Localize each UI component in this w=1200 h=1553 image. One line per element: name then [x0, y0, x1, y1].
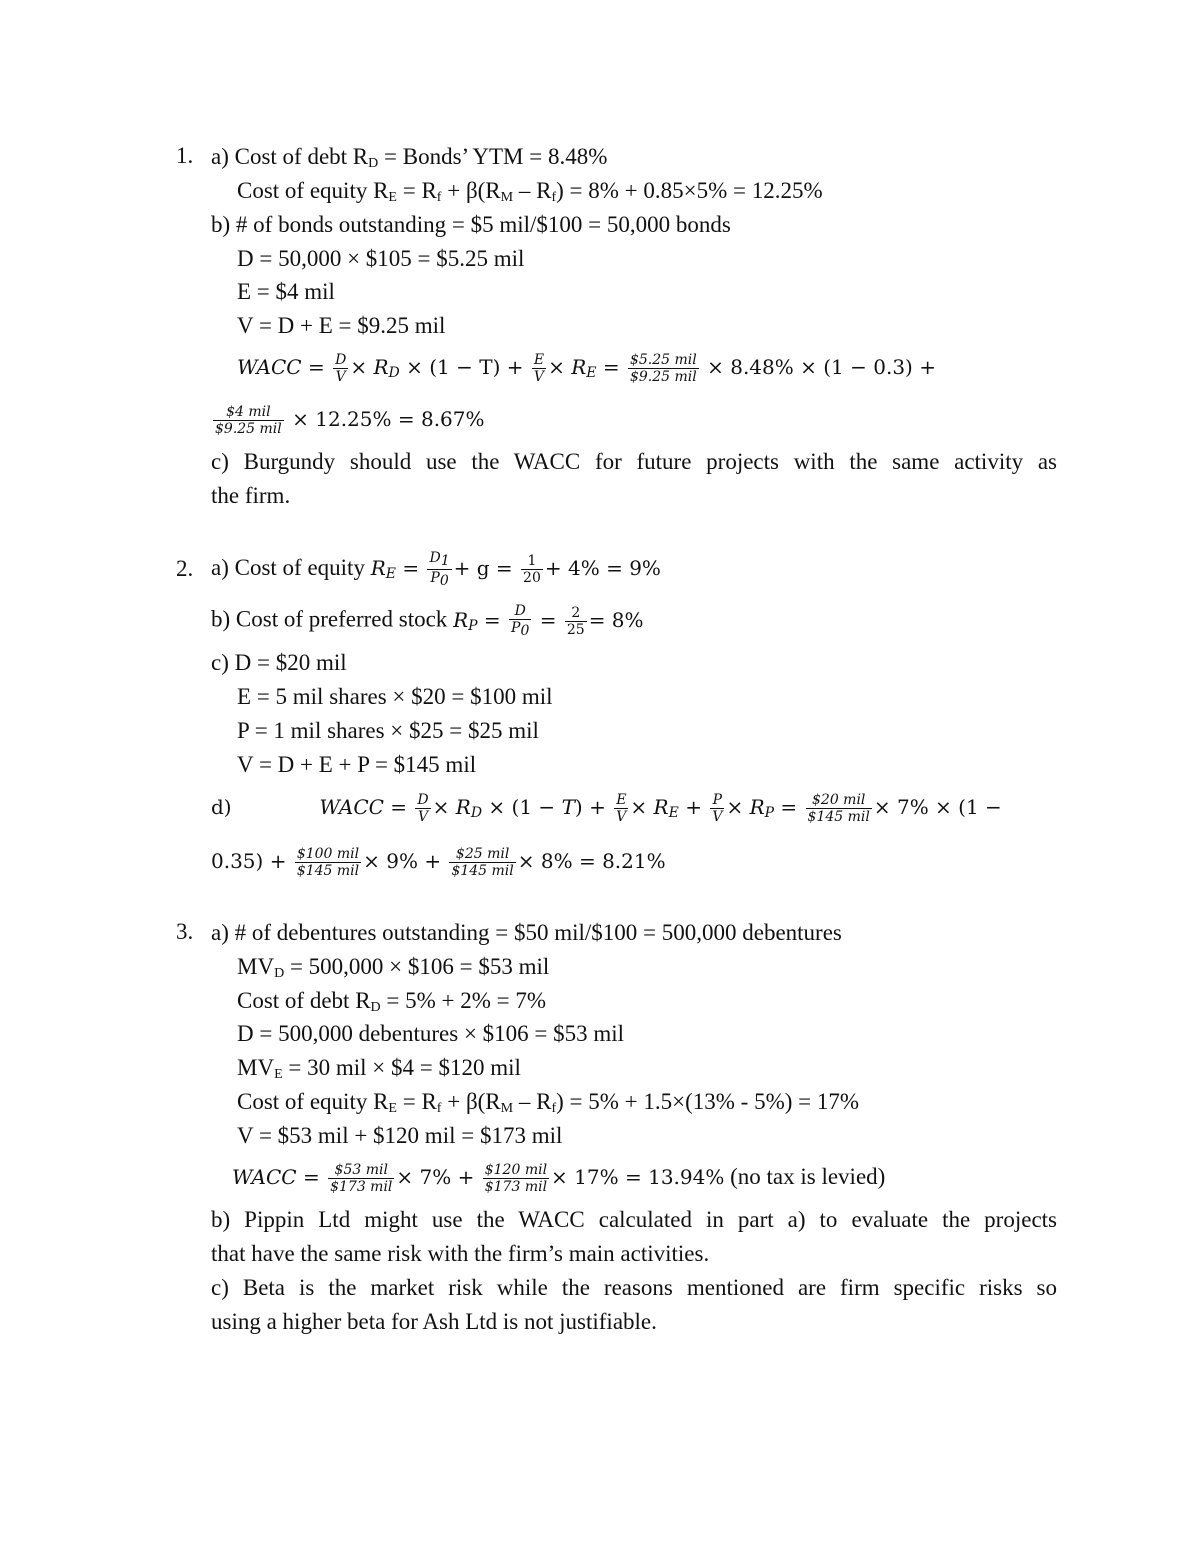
q3-a-cost-of-equity: Cost of equity $R_E = R_f + \beta(R_M - R_f) = 5\% + 1.5\times(13\% - 5\%) = 17\%$ [237, 1089, 860, 1116]
q1-a-cost-of-equity: Cost of equity $R_E = R_f + \beta(R_M - R_f) = 8\% + 0.85\times 5\% = 12.25\%$ [237, 178, 823, 205]
q2-b-cost-of-preferred: b) Cost of preferred stock $R_P$ = $\frac{D}{P_0}$ = $\frac{2}{25}$ = 8% [211, 603, 644, 639]
q3-a-mv-equity: $MV_E = 30$ mil × $4 = $120 mil [237, 1055, 521, 1082]
q2-d-wacc-formula-cont: 0.35) + $\frac{\text{\$100 mil}}{\text{\$145 mil}}$ × 9% + $\frac{\text{\$25 mil}}{\text{\$145 mil}}$ × 8% = 8.21% [211, 846, 666, 879]
q1-c-line1: c) Burgundy should use the WACC for future projects with the same activity as [211, 449, 1057, 474]
q3-b-line2: that have the same risk with the firm’s main activities. [211, 1241, 710, 1266]
q3-c-line2: using a higher beta for Ash Ltd is not justifiable. [211, 1309, 657, 1334]
q3-a-firm-value: V = $53 mil + $120 mil = $173 mil [237, 1123, 563, 1148]
q1-b-equity-value: E = $4 mil [237, 279, 335, 304]
q1-b-debt-value: D = 50,000 × $105 = $5.25 mil [237, 246, 525, 271]
q3-a-cost-of-debt: Cost of debt $R_D = 5\% + 2\% = 7\%$ [237, 988, 547, 1015]
q3-a-mv-debt: $MV_D = 500,000$ × $106 = $53 mil [237, 954, 550, 981]
q2-c-debt: c) D = $20 mil [211, 650, 347, 675]
q3-c-line1: c) Beta is the market risk while the reasons mentioned are firm specific risks so [211, 1275, 1057, 1300]
q1-b-firm-value: V = D + E = $9.25 mil [237, 313, 446, 338]
question-number: 3. [176, 919, 194, 944]
q2-c-equity: E = 5 mil shares × $20 = $100 mil [237, 684, 553, 709]
q2-d-wacc-formula: d) WACC = $\frac{D}{V}$ × $R_D \times (1 - T)$ + $\frac{E}{V}$ × $R_E$ + $\frac{P}{V}$ × $R_P$ = $\frac{\text{\$20 mil}}{\text{\$145 mil}}$ × 7% × (1 − [211, 792, 1002, 825]
q1-wacc-formula-cont: $\frac{\text{\$4 mil}}{\text{\$9.25 mil}}$ × 12.25% = 8.67% [215, 404, 485, 437]
q1-wacc-formula: WACC = $\frac{D}{V}$ × $R_D \times (1 - T)$ + $\frac{E}{V}$ × $R_E$ = $\frac{\text{\$5.25 mil}}{\text{\$9.25 mil}}$ × 8.48% × (1 − 0.3) + [237, 352, 936, 385]
q2-c-firm-value: V = D + E + P = $145 mil [237, 752, 477, 777]
question-number: 2. [176, 556, 194, 581]
q2-a-cost-of-equity: a) Cost of equity $R_E$ = $\frac{D_1}{P_0}$ + g = $\frac{1}{20}$ + 4% = 9% [211, 550, 661, 589]
q3-a-debentures: a) # of debentures outstanding = $50 mil/$100 = 500,000 debentures [211, 920, 842, 945]
q1-b-bonds-outstanding: b) # of bonds outstanding = $5 mil/$100 = 50,000 bonds [211, 212, 731, 237]
question-number: 1. [176, 143, 194, 168]
q1-a-cost-of-debt: a) Cost of debt $R_D$ = Bonds’ YTM = 8.48% [211, 144, 608, 171]
q3-b-line1: b) Pippin Ltd might use the WACC calculated in part a) to evaluate the projects [211, 1207, 1057, 1232]
q3-a-wacc-formula: WACC = $\frac{\text{\$53 mil}}{\text{\$173 mil}}$ × 7% + $\frac{\text{\$120 mil}}{\text{\$173 mil}}$ × 17% = 13.94% (no tax is levied) [232, 1162, 886, 1195]
q1-c-line2: the firm. [211, 483, 291, 508]
q3-a-debt-value: D = 500,000 debentures × $106 = $53 mil [237, 1021, 625, 1046]
q2-c-preferred: P = 1 mil shares × $25 = $25 mil [237, 718, 539, 743]
